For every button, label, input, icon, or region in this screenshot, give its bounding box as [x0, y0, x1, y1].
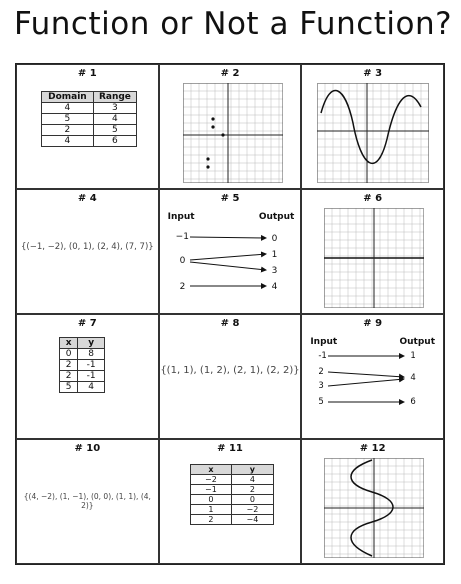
table-header: Range — [93, 92, 136, 103]
problem-number: # 6 — [363, 193, 383, 204]
table-cell: 5 — [60, 382, 78, 393]
sine-graph — [317, 83, 429, 183]
problem-number: # 8 — [220, 318, 240, 329]
problem-number: # 10 — [74, 443, 101, 454]
table-header: x — [60, 338, 78, 349]
output-value: 4 — [410, 373, 416, 383]
mapping-arrows — [302, 315, 442, 435]
table-cell: 6 — [93, 136, 136, 147]
input-value: −1 — [175, 232, 189, 242]
table-cell: 5 — [93, 125, 136, 136]
table-cell: −1 — [190, 485, 232, 495]
problem-number: # 7 — [77, 318, 97, 329]
problem-6 — [301, 189, 444, 314]
output-label: Output — [399, 337, 435, 347]
table-cell: -1 — [78, 360, 105, 371]
mapping-arrows — [160, 190, 300, 310]
output-value: 1 — [271, 250, 278, 260]
table-cell: 2 — [42, 125, 94, 136]
table-cell: 2 — [232, 485, 274, 495]
problem-number: # 2 — [220, 68, 240, 79]
problem-number: # 3 — [363, 68, 383, 79]
problem-number: # 12 — [359, 443, 386, 454]
table-cell: 0 — [60, 349, 78, 360]
table-cell: 3 — [93, 103, 136, 114]
input-value: 0 — [179, 256, 186, 266]
ordered-pair-set: {(4, −2), (1, −1), (0, 0), (1, 1), (4, 2)} — [23, 492, 151, 510]
table-header: x — [190, 465, 232, 475]
input-label: Input — [167, 212, 195, 222]
page-title: Function or Not a Function? — [14, 6, 453, 42]
problem-1 — [16, 64, 159, 189]
table-cell: 8 — [78, 349, 105, 360]
table-header: y — [78, 338, 105, 349]
problem-5 — [159, 189, 302, 314]
output-label: Output — [258, 212, 295, 222]
problem-number: # 1 — [77, 68, 97, 79]
table-cell: 0 — [232, 495, 274, 505]
table-cell: −2 — [190, 475, 232, 485]
table-cell: 4 — [42, 103, 94, 114]
table-header: Domain — [42, 92, 94, 103]
problem-8 — [159, 314, 302, 439]
table-cell: 4 — [78, 382, 105, 393]
problem-3 — [301, 64, 444, 189]
xy-table — [59, 337, 105, 393]
problem-number: # 11 — [217, 443, 243, 454]
output-value: 6 — [410, 397, 416, 407]
problem-4 — [16, 189, 159, 314]
output-value: 1 — [410, 351, 416, 361]
problem-number: # 9 — [363, 318, 383, 329]
table-cell: 0 — [190, 495, 232, 505]
table-cell: 4 — [232, 475, 274, 485]
domain-range-table — [41, 91, 137, 147]
problem-12 — [301, 439, 444, 564]
output-value: 4 — [271, 282, 278, 292]
table-cell: −2 — [232, 505, 274, 515]
vertical-line-graph — [324, 208, 424, 308]
input-value: 5 — [318, 397, 324, 407]
table-cell: −4 — [232, 515, 274, 525]
input-label: Input — [310, 337, 338, 347]
problem-2 — [159, 64, 302, 189]
problem-number: # 5 — [220, 193, 240, 204]
output-value: 0 — [271, 234, 278, 244]
problem-number: # 4 — [77, 193, 97, 204]
ordered-pair-set: {(1, 1), (1, 2), (2, 1), (2, 2)} — [160, 365, 300, 376]
problem-10 — [16, 439, 159, 564]
table-cell: 1 — [190, 505, 232, 515]
table-cell: -1 — [78, 371, 105, 382]
table-cell: 4 — [93, 114, 136, 125]
output-value: 3 — [271, 266, 278, 276]
ordered-pair-set: {(−1, −2), (0, 1), (2, 4), (7, 7)} — [20, 242, 154, 252]
problem-11 — [159, 439, 302, 564]
scatter-graph — [183, 83, 283, 183]
table-cell: 4 — [42, 136, 94, 147]
problem-7 — [16, 314, 159, 439]
problem-9 — [301, 314, 444, 439]
sideways-wave-graph — [324, 458, 424, 558]
table-cell: 5 — [42, 114, 94, 125]
table-cell: 2 — [190, 515, 232, 525]
input-value: -1 — [318, 351, 327, 361]
input-value: 3 — [318, 381, 324, 391]
table-cell: 2 — [60, 360, 78, 371]
table-header: y — [232, 465, 274, 475]
problem-grid — [15, 63, 445, 565]
xy-table — [190, 464, 274, 525]
input-value: 2 — [318, 367, 324, 377]
table-cell: 2 — [60, 371, 78, 382]
input-value: 2 — [179, 282, 186, 292]
